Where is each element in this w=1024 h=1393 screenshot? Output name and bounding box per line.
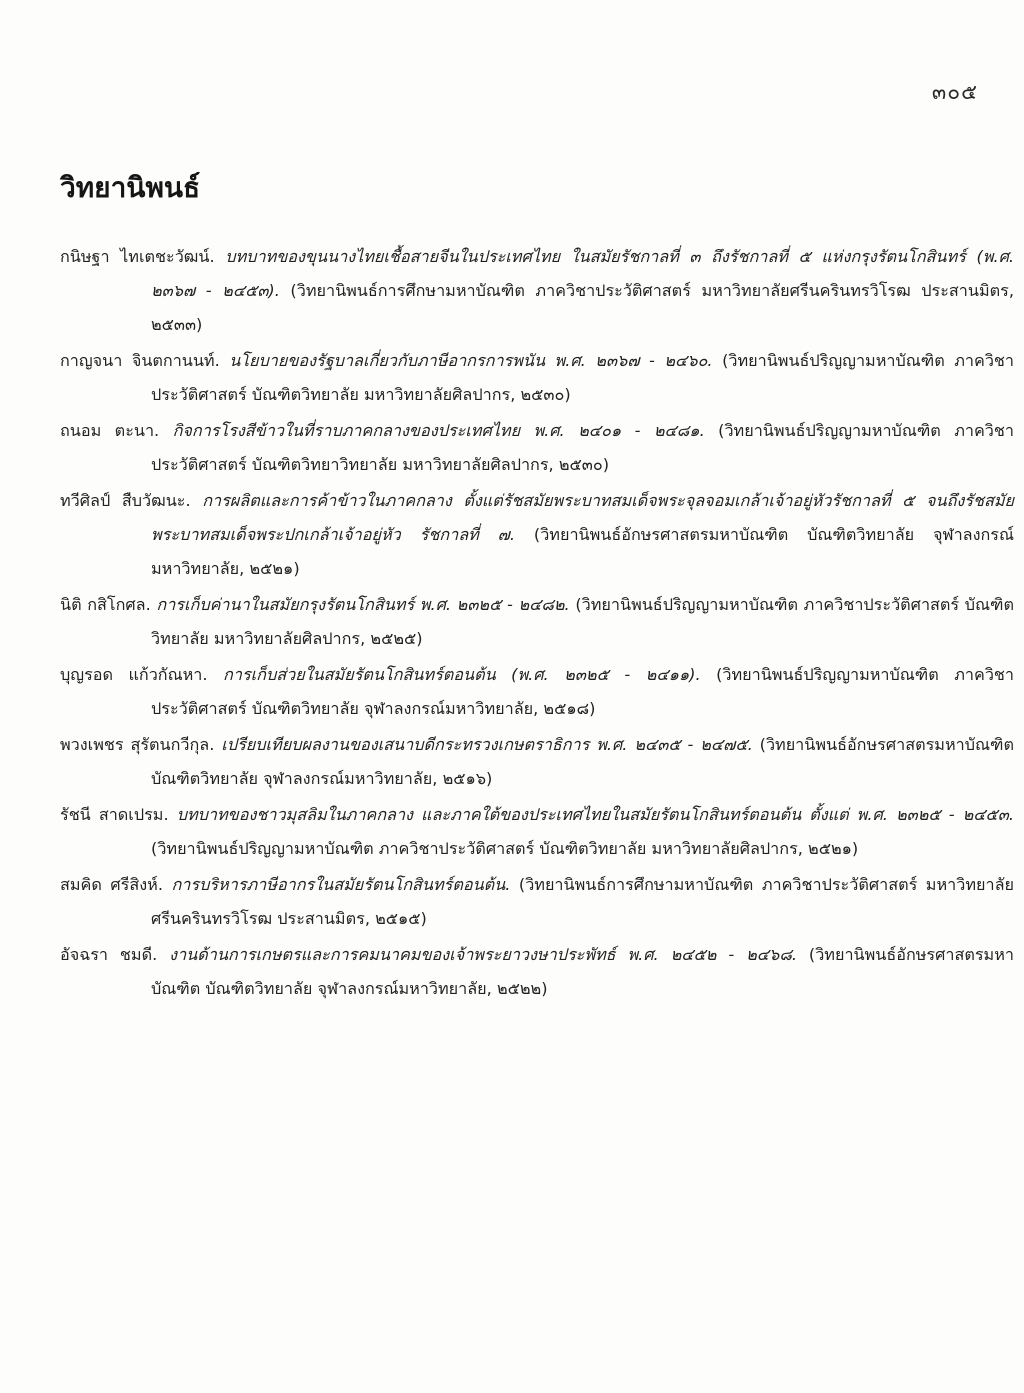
entry-publication: (วิทยานิพนธ์ปริญญามหาบัณฑิต ภาควิชาประวัติศาสตร์ บัณฑิตวิทยาวิทยาลัย มหาวิทยาลัยศิลปากร, ๒๕๓๐)	[151, 421, 1014, 474]
entry-title: บทบาทของชาวมุสลิมในภาคกลาง และภาคใต้ของประเทศไทยในสมัยรัตนโกสินทร์ตอนต้น ตั้งแต่ พ.ศ. ๒๓๒๕ - ๒๔๕๓.	[176, 805, 1014, 824]
entry-publication: (วิทยานิพนธ์การศึกษามหาบัณฑิต ภาควิชาประวัติศาสตร์ มหาวิทยาลัยศรีนครินทรวิโรฒ ประสานมิตร, ๒๕๑๕)	[151, 875, 1014, 928]
section-title: วิทยานิพนธ์	[60, 171, 201, 204]
entry-title: การเก็บค่านาในสมัยกรุงรัตนโกสินทร์ พ.ศ. ๒๓๒๕ - ๒๔๘๒.	[156, 595, 570, 614]
entry-author: นิติ กสิโกศล.	[60, 595, 151, 614]
bibliography-entry	[60, 240, 1014, 342]
bibliography-entry	[60, 588, 1014, 656]
entry-author: พวงเพชร สุรัตนกวีกุล.	[60, 735, 215, 754]
bibliography-entry	[60, 484, 1014, 586]
entry-publication: (วิทยานิพนธ์ปริญญามหาบัณฑิต ภาควิชาประวัติศาสตร์ บัณฑิตวิทยาลัย จุฬาลงกรณ์มหาวิทยาลัย, ๒๕๑๘)	[151, 665, 1014, 718]
bibliography-entry	[60, 414, 1014, 482]
entry-publication: (วิทยานิพนธ์ปริญญามหาบัณฑิต ภาควิชาประวัติศาสตร์ บัณฑิตวิทยาลัย มหาวิทยาลัยศิลปากร, ๒๕๒๑)	[151, 839, 859, 858]
entry-title: การผลิตและการค้าข้าวในภาคกลาง ตั้งแต่รัชสมัยพระบาทสมเด็จพระจุลจอมเกล้าเจ้าอยู่หัวรัชกาลที่ ๕ จนถึงรัชสมัยพระบาทสมเด็จพระปกเกล้าเจ้าอยู่หัว รัชกาลที่ ๗.	[151, 491, 1014, 544]
entry-author: กนิษฐา ไทเตชะวัฒน์.	[60, 247, 215, 266]
bibliography-entry	[60, 344, 1014, 412]
page-number: ๓๐๕	[931, 80, 978, 104]
entry-author: รัชนี สาดเปรม.	[60, 805, 169, 824]
entry-author: สมคิด ศรีสิงห์.	[60, 875, 163, 894]
entry-title: การบริหารภาษีอากรในสมัยรัตนโกสินทร์ตอนต้น.	[171, 875, 511, 894]
bibliography-entry	[60, 728, 1014, 796]
entry-author: ถนอม ตะนา.	[60, 421, 160, 440]
bibliography-entry	[60, 938, 1014, 1006]
entry-title: นโยบายของรัฐบาลเกี่ยวกับภาษีอากรการพนัน พ.ศ. ๒๓๖๗ - ๒๔๖๐.	[229, 351, 713, 370]
entry-title: การเก็บส่วยในสมัยรัตนโกสินทร์ตอนต้น (พ.ศ. ๒๓๒๕ - ๒๔๑๑).	[223, 665, 701, 684]
entry-publication: (วิทยานิพนธ์อักษรศาสตรมหาบัณฑิต บัณฑิตวิทยาลัย จุฬาลงกรณ์มหาวิทยาลัย, ๒๕๑๖)	[151, 735, 1014, 788]
entry-author: กาญจนา จินตกานนท์.	[60, 351, 220, 370]
entry-author: อัจฉรา ชมดี.	[60, 945, 158, 964]
bibliography-entry	[60, 658, 1014, 726]
entry-title: งานด้านการเกษตรและการคมนาคมของเจ้าพระยาวงษาประพัทธ์ พ.ศ. ๒๔๕๒ - ๒๔๖๘.	[169, 945, 797, 964]
entry-publication: (วิทยานิพนธ์ปริญญามหาบัณฑิต ภาควิชาประวัติศาสตร์ บัณฑิตวิทยาลัย มหาวิทยาลัยศิลปากร, ๒๕๒๕)	[151, 595, 1015, 648]
bibliography-entry	[60, 868, 1014, 936]
entry-title: เปรียบเทียบผลงานของเสนาบดีกระทรวงเกษตราธิการ พ.ศ. ๒๔๓๕ - ๒๔๗๕.	[221, 735, 753, 754]
entry-publication: (วิทยานิพนธ์อักษรศาสตรมหาบัณฑิต บัณฑิตวิทยาลัย จุฬาลงกรณ์มหาวิทยาลัย, ๒๕๒๒)	[151, 945, 1014, 998]
entry-author: ทวีศิลป์ สืบวัฒนะ.	[60, 491, 191, 510]
entry-author: บุญรอด แก้วกัณหา.	[60, 665, 208, 684]
entry-publication: (วิทยานิพนธ์การศึกษามหาบัณฑิต ภาควิชาประวัติศาสตร์ มหาวิทยาลัยศรีนครินทรวิโรฒ ประสานมิตร, ๒๕๓๓)	[151, 281, 1014, 334]
entry-title: กิจการโรงสีข้าวในที่ราบภาคกลางของประเทศไทย พ.ศ. ๒๔๐๑ - ๒๔๘๑.	[172, 421, 705, 440]
entry-title: บทบาทของขุนนางไทยเชื้อสายจีนในประเทศไทย ในสมัยรัชกาลที่ ๓ ถึงรัชกาลที่ ๕ แห่งกรุงรัตนโกสินทร์ (พ.ศ. ๒๓๖๗ - ๒๔๕๓).	[151, 247, 1015, 300]
entry-publication: (วิทยานิพนธ์ปริญญามหาบัณฑิต ภาควิชาประวัติศาสตร์ บัณฑิตวิทยาลัย มหาวิทยาลัยศิลปากร, ๒๕๓๐)	[151, 351, 1014, 404]
bibliography-entry	[60, 798, 1014, 866]
bibliography-list	[60, 240, 1014, 1008]
entry-publication: (วิทยานิพนธ์อักษรศาสตรมหาบัณฑิต บัณฑิตวิทยาลัย จุฬาลงกรณ์มหาวิทยาลัย, ๒๕๒๑)	[151, 525, 1014, 578]
